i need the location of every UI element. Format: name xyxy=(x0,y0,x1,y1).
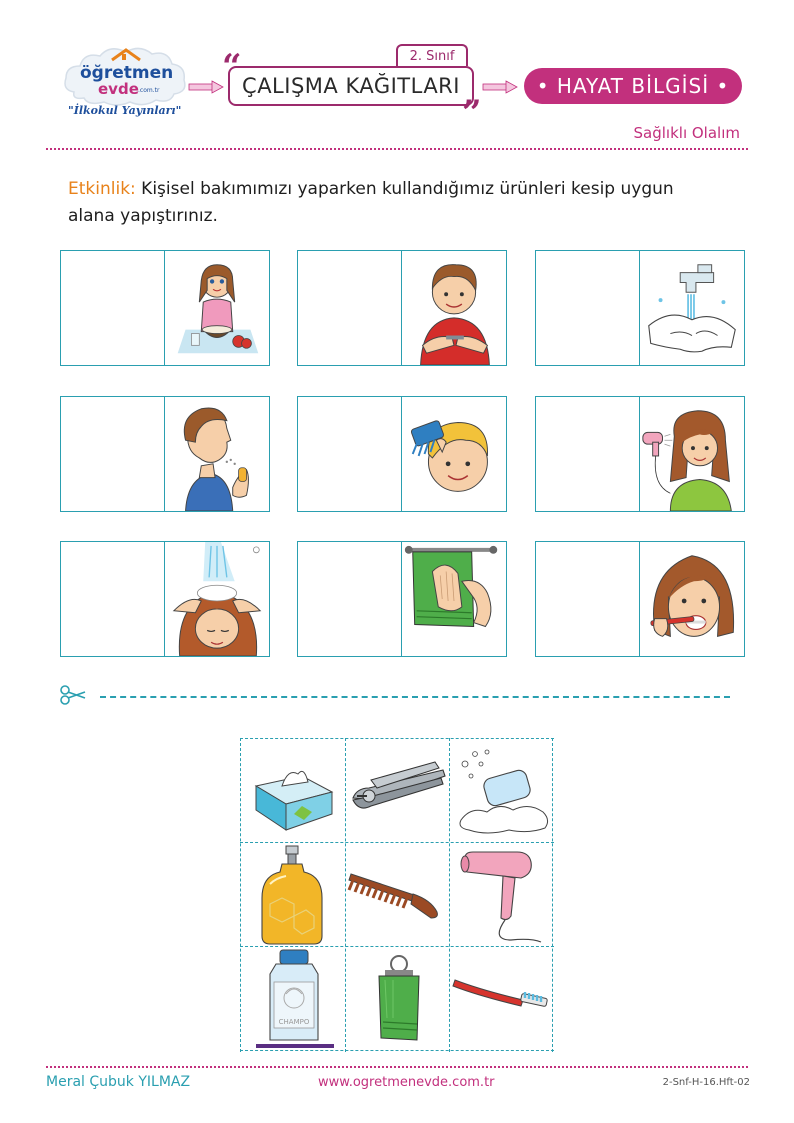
girl-brushing-teeth-icon xyxy=(640,542,744,656)
topic-title: Sağlıklı Olalım xyxy=(633,124,740,142)
man-spraying-perfume-icon xyxy=(165,397,269,511)
drying-hands-towel-icon xyxy=(402,542,506,656)
website-link[interactable]: www.ogretmenevde.com.tr xyxy=(318,1075,495,1090)
activity-text: Kişisel bakımımızı yaparken kullandığımız ürünleri kesip uygun alana yapıştırınız. xyxy=(68,179,674,226)
cut-guide xyxy=(240,738,554,739)
scissors-icon xyxy=(60,684,86,706)
arrow-right-icon xyxy=(188,80,224,94)
washing-hair-icon xyxy=(165,542,269,656)
washing-hands-icon xyxy=(640,251,744,365)
tissue-box-icon[interactable] xyxy=(242,740,346,844)
publisher-logo xyxy=(60,42,190,124)
subject-label: • HAYAT BİLGİSİ • xyxy=(536,74,730,98)
hair-dryer-icon[interactable] xyxy=(451,844,555,948)
close-quote-icon: ” xyxy=(462,93,482,133)
worksheet-title: ÇALIŞMA KAĞITLARI xyxy=(242,74,460,98)
boy-clipping-nails-icon xyxy=(402,251,506,365)
toothbrush-icon[interactable] xyxy=(451,948,555,1052)
paste-area[interactable] xyxy=(298,397,402,511)
activity-cell xyxy=(60,250,270,366)
paste-area[interactable] xyxy=(536,251,640,365)
paste-area[interactable] xyxy=(61,251,165,365)
activity-cell xyxy=(297,541,507,657)
girl-drying-hair-icon xyxy=(640,397,744,511)
girl-eating-icon xyxy=(165,251,269,365)
subject-badge xyxy=(524,68,742,104)
comb-icon[interactable] xyxy=(347,844,451,948)
logo-domain: .com.tr xyxy=(138,87,160,94)
paste-area[interactable] xyxy=(536,397,640,511)
logo-tagline: "İlkokul Yayınları" xyxy=(68,104,182,117)
paste-area[interactable] xyxy=(61,397,165,511)
perfume-bottle-icon[interactable] xyxy=(242,844,346,948)
soap-icon[interactable] xyxy=(451,740,555,844)
activity-cell xyxy=(297,396,507,512)
paste-area[interactable] xyxy=(298,251,402,365)
author-name: Meral Çubuk YILMAZ xyxy=(46,1074,191,1090)
shampoo-bottle-icon[interactable] xyxy=(242,948,346,1052)
nail-clipper-icon[interactable] xyxy=(347,740,451,844)
paste-area[interactable] xyxy=(536,542,640,656)
arrow-right-icon xyxy=(482,80,518,94)
footer-divider xyxy=(46,1066,748,1068)
grade-label: 2. Sınıf xyxy=(409,48,455,64)
activity-instructions xyxy=(68,176,688,230)
activity-cell xyxy=(60,396,270,512)
cutout-grid xyxy=(240,738,554,1052)
logo-word-bottom: evde xyxy=(98,80,139,98)
shampoo-label: CHAMPO xyxy=(278,1018,310,1026)
logo-word-top: öğretmen xyxy=(80,63,174,83)
worksheet-code: 2-Snf-H-16.Hft-02 xyxy=(662,1077,750,1088)
activity-cell xyxy=(535,396,745,512)
activity-cell xyxy=(535,541,745,657)
paste-area[interactable] xyxy=(298,542,402,656)
boy-combing-hair-icon xyxy=(402,397,506,511)
grade-tab xyxy=(396,44,468,66)
open-quote-icon: “ xyxy=(222,47,242,87)
activity-cell xyxy=(297,250,507,366)
activity-label: Etkinlik: xyxy=(68,179,136,199)
cut-guide xyxy=(240,738,241,1052)
cut-line xyxy=(100,696,730,698)
paste-area[interactable] xyxy=(61,542,165,656)
header-divider xyxy=(46,148,748,150)
activity-cell xyxy=(535,250,745,366)
activity-cell xyxy=(60,541,270,657)
towel-icon[interactable] xyxy=(347,948,451,1052)
worksheet-title-box xyxy=(228,66,474,106)
